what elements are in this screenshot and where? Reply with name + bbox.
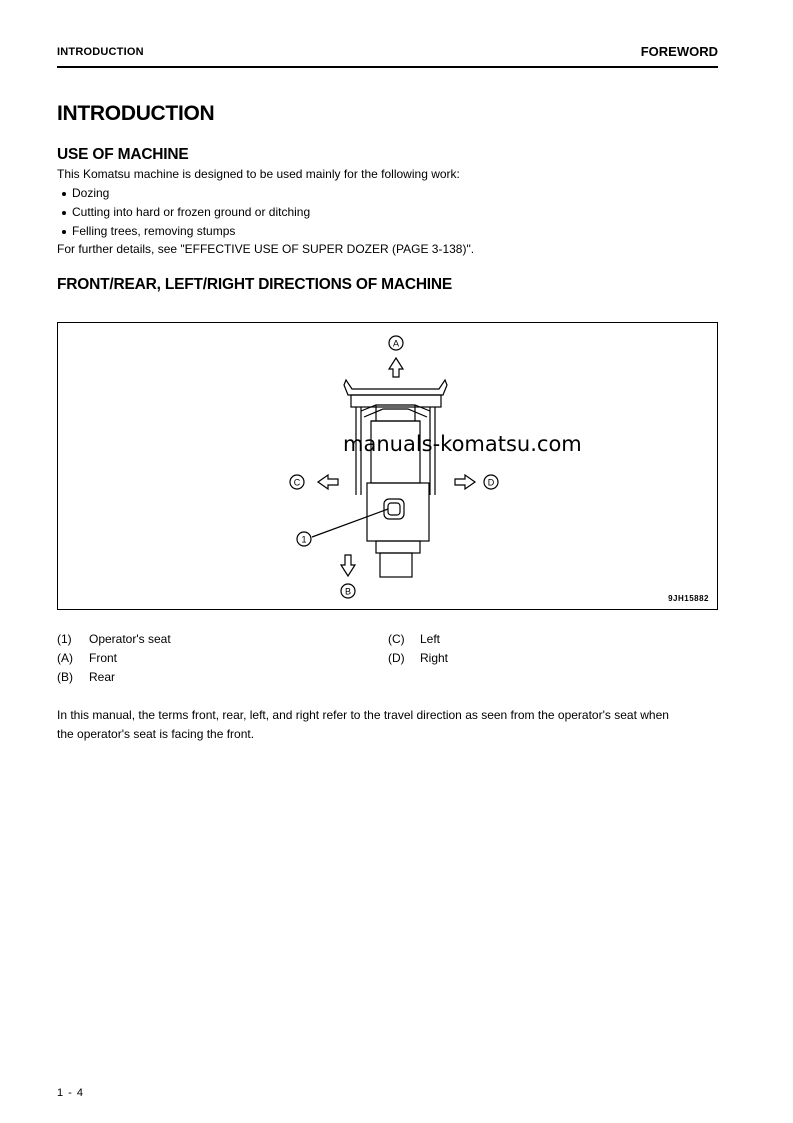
header-section: INTRODUCTION xyxy=(57,46,144,58)
legend-item xyxy=(388,649,448,668)
legend-code: (B) xyxy=(57,670,73,684)
directions-note-line-1: In this manual, the terms front, rear, left, and right refer to the travel direction as seen from the operator's seat when xyxy=(57,708,669,722)
legend-code: (C) xyxy=(388,632,405,646)
legend-right xyxy=(388,630,448,668)
list-item: Felling trees, removing stumps xyxy=(60,222,310,241)
directions-heading: FRONT/REAR, LEFT/RIGHT DIRECTIONS OF MACHINE xyxy=(57,276,453,293)
cab-shape xyxy=(367,483,429,541)
use-list xyxy=(60,184,310,241)
use-of-machine-heading: USE OF MACHINE xyxy=(57,146,189,163)
legend-label: Operator's seat xyxy=(89,632,171,646)
page-header xyxy=(57,44,718,68)
legend-item xyxy=(57,649,171,668)
use-intro-text: This Komatsu machine is designed to be used mainly for the following work: xyxy=(57,167,460,181)
rear-arrow-icon xyxy=(341,555,355,576)
callout-seat-label: 1 xyxy=(301,534,307,545)
legend-label: Left xyxy=(420,632,441,646)
further-details-text: For further details, see "EFFECTIVE USE OF SUPER DOZER (PAGE 3-138)". xyxy=(57,242,475,256)
legend-label: Rear xyxy=(89,670,116,684)
callout-rear-label: B xyxy=(344,586,352,597)
callout-right-label: D xyxy=(487,477,495,488)
legend-left xyxy=(57,630,171,687)
directions-note-line-2: the operator's seat is facing the front. xyxy=(57,727,255,741)
legend-item xyxy=(57,668,171,687)
header-chapter: FOREWORD xyxy=(640,44,718,59)
blade-shape xyxy=(344,380,447,395)
legend-item xyxy=(57,630,171,649)
front-arrow-icon xyxy=(389,358,403,377)
figure-code: 9JH15882 xyxy=(668,594,709,603)
watermark-text: manuals-komatsu.com xyxy=(343,432,582,456)
legend-item xyxy=(388,630,448,649)
legend-label: Right xyxy=(420,651,449,665)
legend-code: (A) xyxy=(57,651,73,665)
right-arrow-icon xyxy=(455,475,475,489)
rear-ripper-shape xyxy=(380,553,412,577)
list-item: Dozing xyxy=(60,184,310,203)
legend-label: Front xyxy=(89,651,118,665)
left-arrow-icon xyxy=(318,475,338,489)
machine-top-view-diagram xyxy=(58,323,719,611)
callout-left-label: C xyxy=(293,477,301,488)
legend-code: (1) xyxy=(57,632,72,646)
page-title: INTRODUCTION xyxy=(57,102,215,125)
list-item: Cutting into hard or frozen ground or ditching xyxy=(60,203,310,222)
legend-code: (D) xyxy=(388,651,405,665)
page-number: 1 - 4 xyxy=(57,1087,85,1099)
callout-front-label: A xyxy=(392,338,400,349)
machine-directions-figure xyxy=(57,322,718,610)
